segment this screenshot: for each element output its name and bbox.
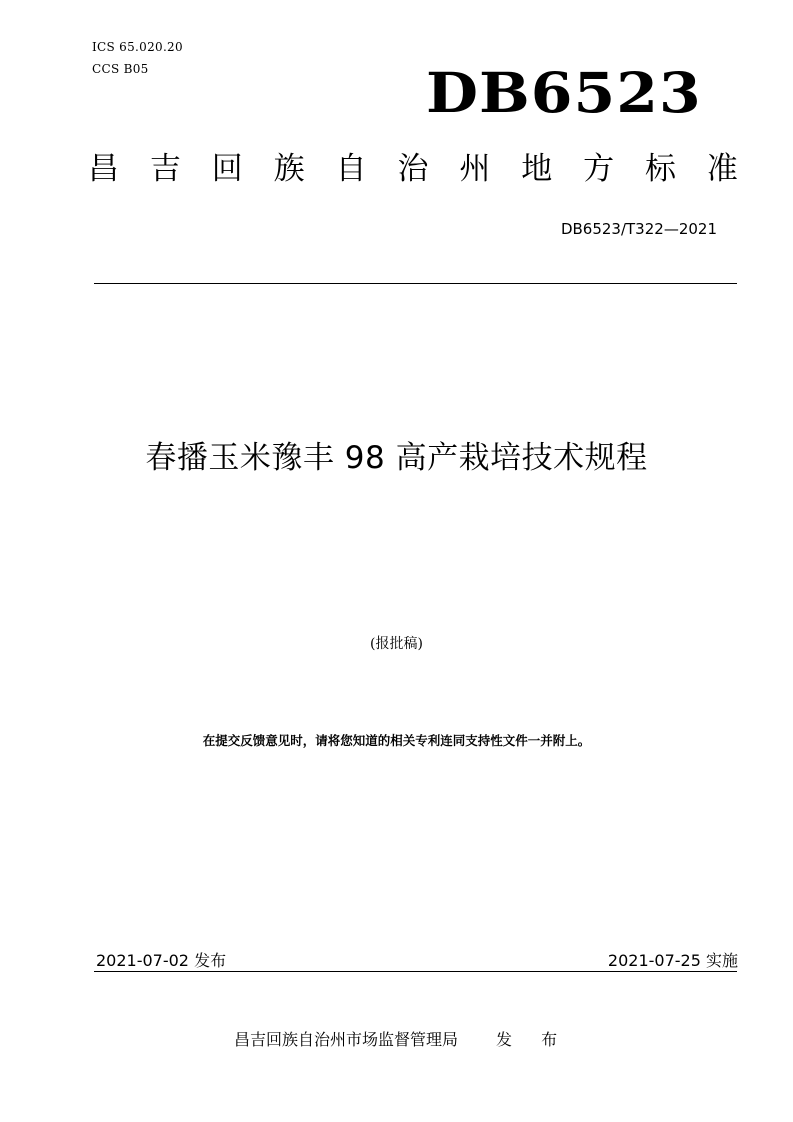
standard-type-char: 回: [211, 151, 243, 187]
standard-code-logo: DB6523: [426, 61, 702, 126]
implementation-date: 2021-07-25 实施: [607, 951, 738, 970]
bottom-divider: [94, 971, 737, 972]
standard-type-char: 方: [583, 151, 615, 187]
draft-status: (报批稿): [370, 636, 423, 652]
publisher-line: [234, 1027, 569, 1050]
standard-type-char: 准: [706, 151, 738, 187]
standard-type-char: 吉: [149, 151, 181, 187]
standard-type-char: 治: [397, 151, 429, 187]
standard-type-title: [88, 151, 738, 187]
issue-date: 2021-07-02 发布: [96, 951, 227, 970]
standard-type-char: 州: [459, 151, 491, 187]
publisher-name: 昌吉回族自治州市场监督管理局: [234, 1030, 459, 1049]
standard-type-char: 族: [273, 151, 305, 187]
publish-word: 发 布: [496, 1030, 570, 1049]
top-divider: [94, 283, 737, 284]
document-title: 春播玉米豫丰 98 高产栽培技术规程: [145, 440, 648, 476]
ics-code: ICS 65.020.20: [92, 40, 183, 54]
ccs-code: CCS B05: [92, 62, 149, 76]
standard-type-char: 昌: [88, 151, 119, 187]
standard-type-char: 地: [521, 151, 553, 187]
standard-type-char: 标: [645, 151, 677, 187]
patent-notice: 在提交反馈意见时，请将您知道的相关专利连同支持性文件一并附上。: [202, 733, 591, 748]
standard-number: DB6523/T322—2021: [560, 220, 717, 238]
standard-type-char: 自: [335, 151, 367, 187]
